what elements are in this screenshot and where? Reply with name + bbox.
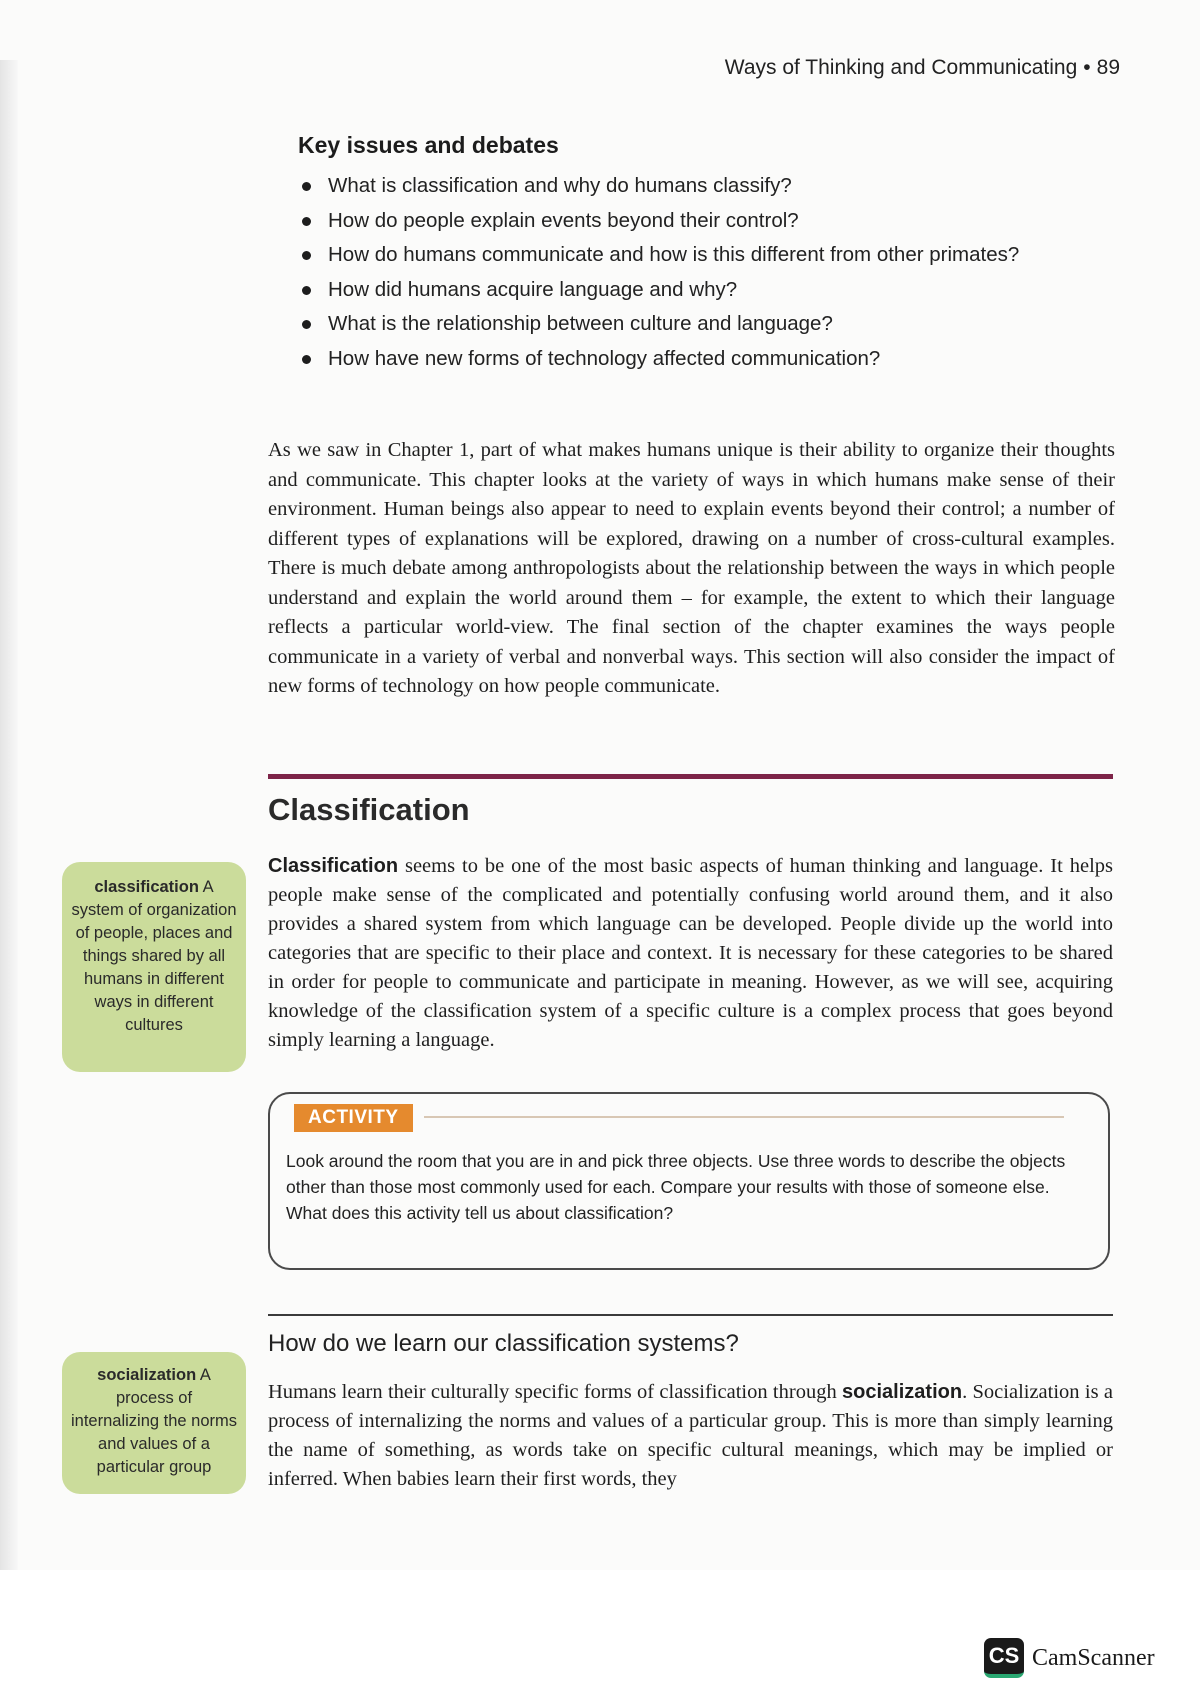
key-issue-item — [298, 238, 1138, 273]
classification-paragraph — [268, 852, 1113, 1055]
camscanner-logo-icon: CS — [984, 1638, 1024, 1678]
socialization-paragraph — [268, 1378, 1113, 1494]
bullet-icon — [302, 251, 311, 260]
intro-paragraph: As we saw in Chapter 1, part of what makes humans unique is their ability to organize their thoughts and communicate. This chapter looks at the variety of ways in which humans make sense of their environment. Human beings also appear to need to explain events beyond their control; a number of different types of explanations will be explored, drawing on a number of cross-cultural examples. There is much debate among anthropologists about the relationship between the ways in which people understand and explain the world around them – for example, the extent to which their language reflects a particular world-view. The final section of the chapter examines the ways people communicate in a variety of verbal and nonverbal ways. This section will also consider the impact of new forms of technology on how people communicate. — [268, 439, 1115, 697]
camscanner-name: CamScanner — [1032, 1644, 1155, 1671]
classification-paragraph-text: seems to be one of the most basic aspects of human thinking and language. It helps people make sense of the complicated and potentially confusing world around them, and it also provides a shared system from which language can be developed. People divide up the world into categories that are specific to their place and context. It is necessary for these categories to be shared in order for people to communicate and participate in meaning. However, as we will see, acquiring knowledge of the classification system of a specific culture is a complex process that goes beyond simply learning a language. — [268, 855, 1113, 1051]
running-head-title: Ways of Thinking and Communicating — [724, 56, 1078, 79]
subsection-divider — [268, 1314, 1113, 1316]
glossary-term: socialization — [97, 1366, 197, 1384]
activity-rule — [424, 1116, 1064, 1118]
key-issue-text: How have new forms of technology affected communication? — [328, 346, 881, 370]
bullet-icon — [302, 217, 311, 226]
key-issues-box — [298, 132, 1138, 376]
classification-heading: Classification — [268, 792, 470, 827]
activity-text — [286, 1148, 1094, 1226]
scan-bottom-margin — [0, 1570, 1200, 1698]
bullet-icon — [302, 320, 311, 329]
glossary-classification — [62, 862, 246, 1072]
glossary-socialization — [62, 1352, 246, 1494]
camscanner-watermark — [984, 1638, 1155, 1678]
key-issue-item — [298, 307, 1138, 342]
key-issue-item — [298, 169, 1138, 204]
socialization-paragraph-start: Humans learn their culturally specific forms of classification through — [268, 1381, 843, 1403]
activity-box — [268, 1092, 1110, 1270]
key-issue-text: How did humans acquire language and why? — [328, 277, 738, 301]
bullet-icon — [302, 182, 311, 191]
glossary-term: classification — [94, 878, 199, 896]
running-head-separator: • — [1083, 56, 1091, 79]
keyword-socialization: socialization — [842, 1381, 963, 1403]
page-edge-shadow — [0, 60, 18, 1570]
page-number: 89 — [1096, 56, 1120, 79]
section-divider — [268, 774, 1113, 779]
key-issue-item — [298, 273, 1138, 308]
socialization-paragraph-text: . Socialization is a process of internalizing the norms and values of a particular group. This is more than simply learning the name of something, as words take on specific cultural meanings, which may be implied or inferred. When babies learn their first words, they — [268, 1381, 1113, 1490]
key-issue-text: How do people explain events beyond their control? — [328, 208, 799, 232]
key-issues-heading: Key issues and debates — [298, 132, 559, 158]
key-issue-item — [298, 342, 1138, 377]
glossary-definition: A system of organization of people, places and things shared by all humans in different ways in different cultures — [71, 878, 237, 1034]
key-issue-text: How do humans communicate and how is this different from other primates? — [328, 243, 1020, 266]
glossary-definition: A process of internalizing the norms and values of a particular group — [71, 1366, 237, 1476]
key-issue-item — [298, 204, 1138, 239]
activity-question: What does this activity tell us about classification? — [286, 1203, 674, 1223]
activity-label: ACTIVITY — [294, 1104, 413, 1132]
key-issue-text: What is classification and why do humans classify? — [328, 174, 792, 197]
key-issue-text: What is the relationship between culture and language? — [328, 312, 833, 335]
running-head — [640, 56, 1120, 80]
activity-instruction: Look around the room that you are in and pick three objects. Use three words to describe the objects other than those most commonly used for each. Compare your results with those of someone else. — [286, 1151, 1066, 1197]
learning-heading: How do we learn our classification systems? — [268, 1330, 739, 1357]
bullet-icon — [302, 355, 311, 364]
bullet-icon — [302, 286, 311, 295]
key-issues-list — [298, 169, 1138, 376]
keyword-classification: Classification — [268, 855, 399, 877]
